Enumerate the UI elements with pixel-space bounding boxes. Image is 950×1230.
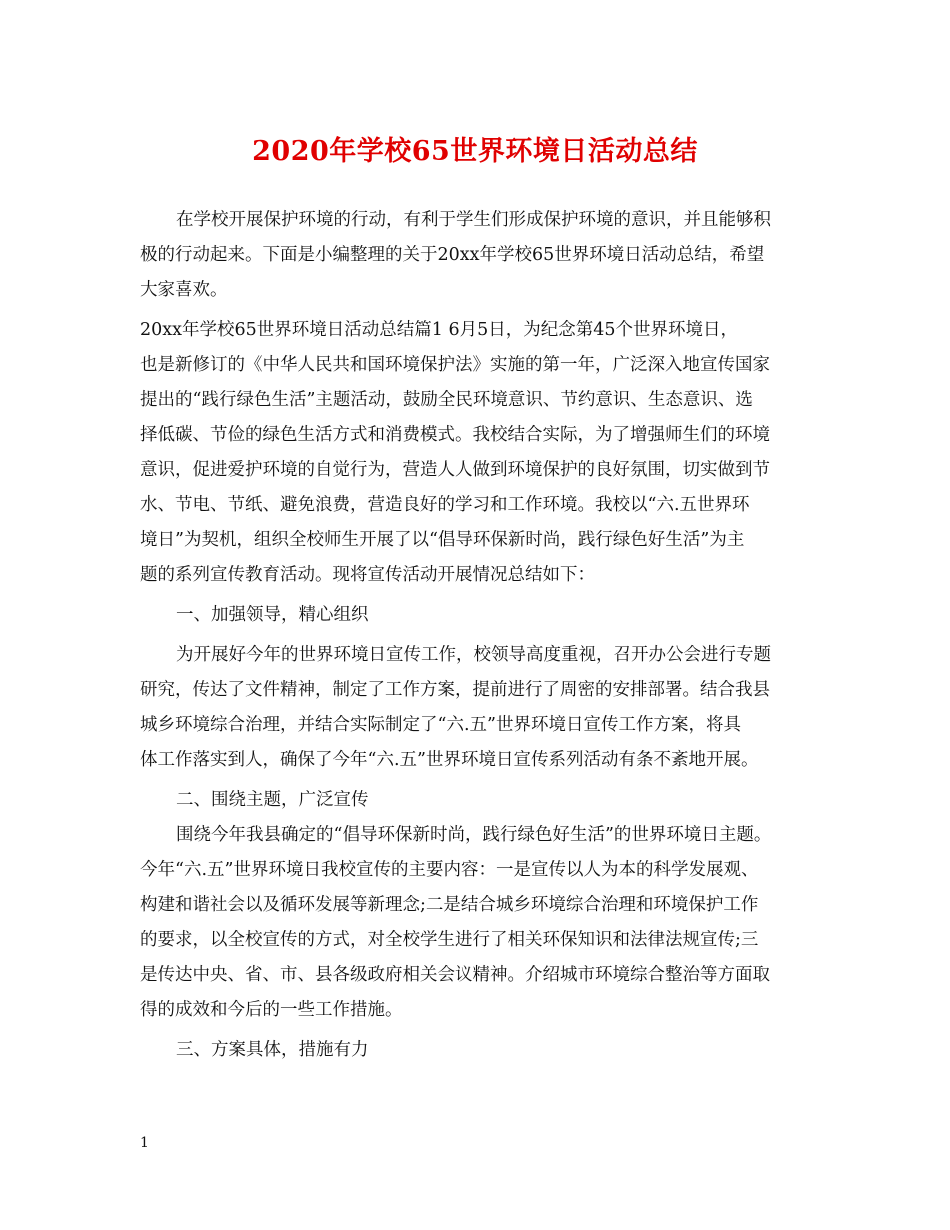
paragraph-line: 提出的“践行绿色生活”主题活动，鼓励全民环境意识、节约意识、生态意识、选	[140, 390, 753, 410]
paragraph-line: 是传达中央、省、市、县各级政府相关会议精神。介绍城市环境综合整治等方面取	[140, 965, 770, 985]
paragraph-line: 围绕今年我县确定的“倡导环保新时尚，践行绿色好生活”的世界环境日主题。	[176, 825, 772, 845]
section-heading: 一、加强领导，精心组织	[176, 605, 369, 625]
paragraph-line: 择低碳、节俭的绿色生活方式和消费模式。我校结合实际，为了增强师生们的环境	[140, 425, 770, 445]
paragraph-line: 题的系列宣传教育活动。现将宣传活动开展情况总结如下：	[140, 565, 595, 585]
paragraph-line: 得的成效和今后的一些工作措施。	[140, 1000, 403, 1020]
page-number: 1	[140, 1135, 149, 1151]
section-heading: 二、围绕主题，广泛宣传	[176, 790, 369, 810]
section-heading: 三、方案具体，措施有力	[176, 1040, 369, 1060]
paragraph-line: 也是新修订的《中华人民共和国环境保护法》实施的第一年，广泛深入地宣传国家	[140, 355, 770, 375]
paragraph-line: 在学校开展保护环境的行动，有利于学生们形成保护环境的意识，并且能够积	[176, 210, 771, 230]
paragraph-line: 体工作落实到人，确保了今年“六.五”世界环境日宣传系列活动有条不紊地开展。	[140, 750, 759, 770]
paragraph-line: 水、节电、节纸、避免浪费，营造良好的学习和工作环境。我校以“六.五世界环	[140, 495, 750, 515]
paragraph-line: 境日”为契机，组织全校师生开展了以“倡导环保新时尚，践行绿色好生活”为主	[140, 530, 745, 550]
paragraph-line: 极的行动起来。下面是小编整理的关于20xx年学校65世界环境日活动总结，希望	[140, 245, 765, 265]
paragraph-line: 城乡环境综合治理，并结合实际制定了“六.五”世界环境日宣传工作方案，将具	[140, 715, 741, 735]
paragraph-line: 构建和谐社会以及循环发展等新理念;二是结合城乡环境综合治理和环境保护工作	[140, 895, 759, 915]
paragraph-line: 为开展好今年的世界环境日宣传工作，校领导高度重视，召开办公会进行专题	[176, 645, 771, 665]
paragraph-line: 今年“六.五”世界环境日我校宣传的主要内容：一是宣传以人为本的科学发展观、	[140, 860, 759, 880]
paragraph-line: 的要求，以全校宣传的方式，对全校学生进行了相关环保知识和法律法规宣传;三	[140, 930, 759, 950]
paragraph-line: 意识，促进爱护环境的自觉行为，营造人人做到环境保护的良好氛围，切实做到节	[140, 460, 770, 480]
document-title: 2020年学校65世界环境日活动总结	[252, 136, 698, 167]
paragraph-line: 20xx年学校65世界环境日活动总结篇1 6月5日，为纪念第45个世界环境日，	[140, 320, 739, 340]
paragraph-line: 大家喜欢。	[140, 280, 228, 300]
paragraph-line: 研究，传达了文件精神，制定了工作方案，提前进行了周密的安排部署。结合我县	[140, 680, 770, 700]
